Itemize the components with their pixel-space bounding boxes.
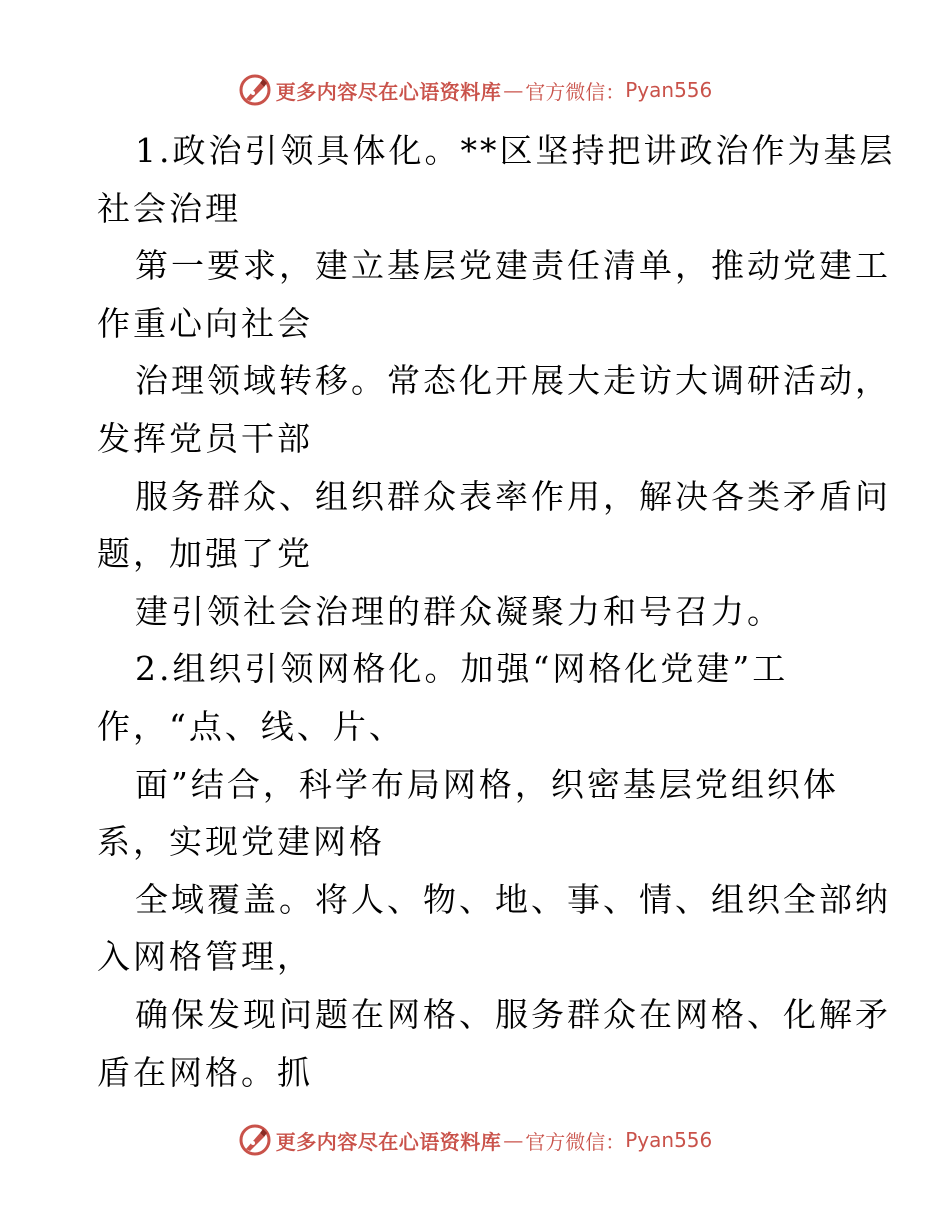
text-line: 2.组织引领网格化。加强“网格化党建”工: [135, 649, 789, 689]
header-banner: [0, 70, 950, 110]
text-line: 系，实现党建网格: [97, 822, 385, 862]
banner-slogan: 更多内容尽在心语资料库: [275, 79, 502, 104]
text-line: 治理领域转移。常态化开展大走访大调研活动，: [135, 361, 891, 401]
footer-banner: [0, 1120, 950, 1160]
text-line: 社会治理: [97, 188, 241, 228]
text-line: 确保发现问题在网格、服务群众在网格、化解矛: [135, 994, 891, 1034]
text-line: 作，“点、线、片、: [97, 706, 405, 746]
document-body: [97, 122, 896, 1101]
text-line: 作重心向社会: [97, 303, 313, 343]
text-line: 入网格管理，: [97, 937, 313, 977]
text-line: 题，加强了党: [97, 534, 313, 574]
text-line: 盾在网格。抓: [97, 1052, 313, 1092]
text-line: 发挥党员干部: [97, 418, 313, 458]
text-line: 建引领社会治理的群众凝聚力和号召力。: [135, 591, 783, 631]
text-line: 第一要求，建立基层党建责任清单，推动党建工: [135, 246, 891, 286]
banner-wechat-id: Pyan556: [625, 1128, 713, 1152]
text-line: 服务群众、组织群众表率作用，解决各类矛盾问: [135, 476, 891, 516]
text-line: 全域覆盖。将人、物、地、事、情、组织全部纳: [135, 879, 891, 919]
pen-logo-icon: [238, 1123, 272, 1157]
banner-slogan: 更多内容尽在心语资料库: [275, 1129, 502, 1154]
text-line: 面”结合，科学布局网格，织密基层党组织体: [135, 764, 839, 804]
banner-dash: —: [503, 78, 524, 102]
banner-wechat-label: 官方微信：: [525, 79, 626, 104]
banner-wechat-label: 官方微信：: [525, 1129, 626, 1154]
pen-logo-icon: [238, 73, 272, 107]
banner-dash: —: [503, 1128, 524, 1152]
text-line: 1.政治引领具体化。**区坚持把讲政治作为基层: [135, 131, 896, 170]
banner-wechat-id: Pyan556: [625, 78, 713, 102]
